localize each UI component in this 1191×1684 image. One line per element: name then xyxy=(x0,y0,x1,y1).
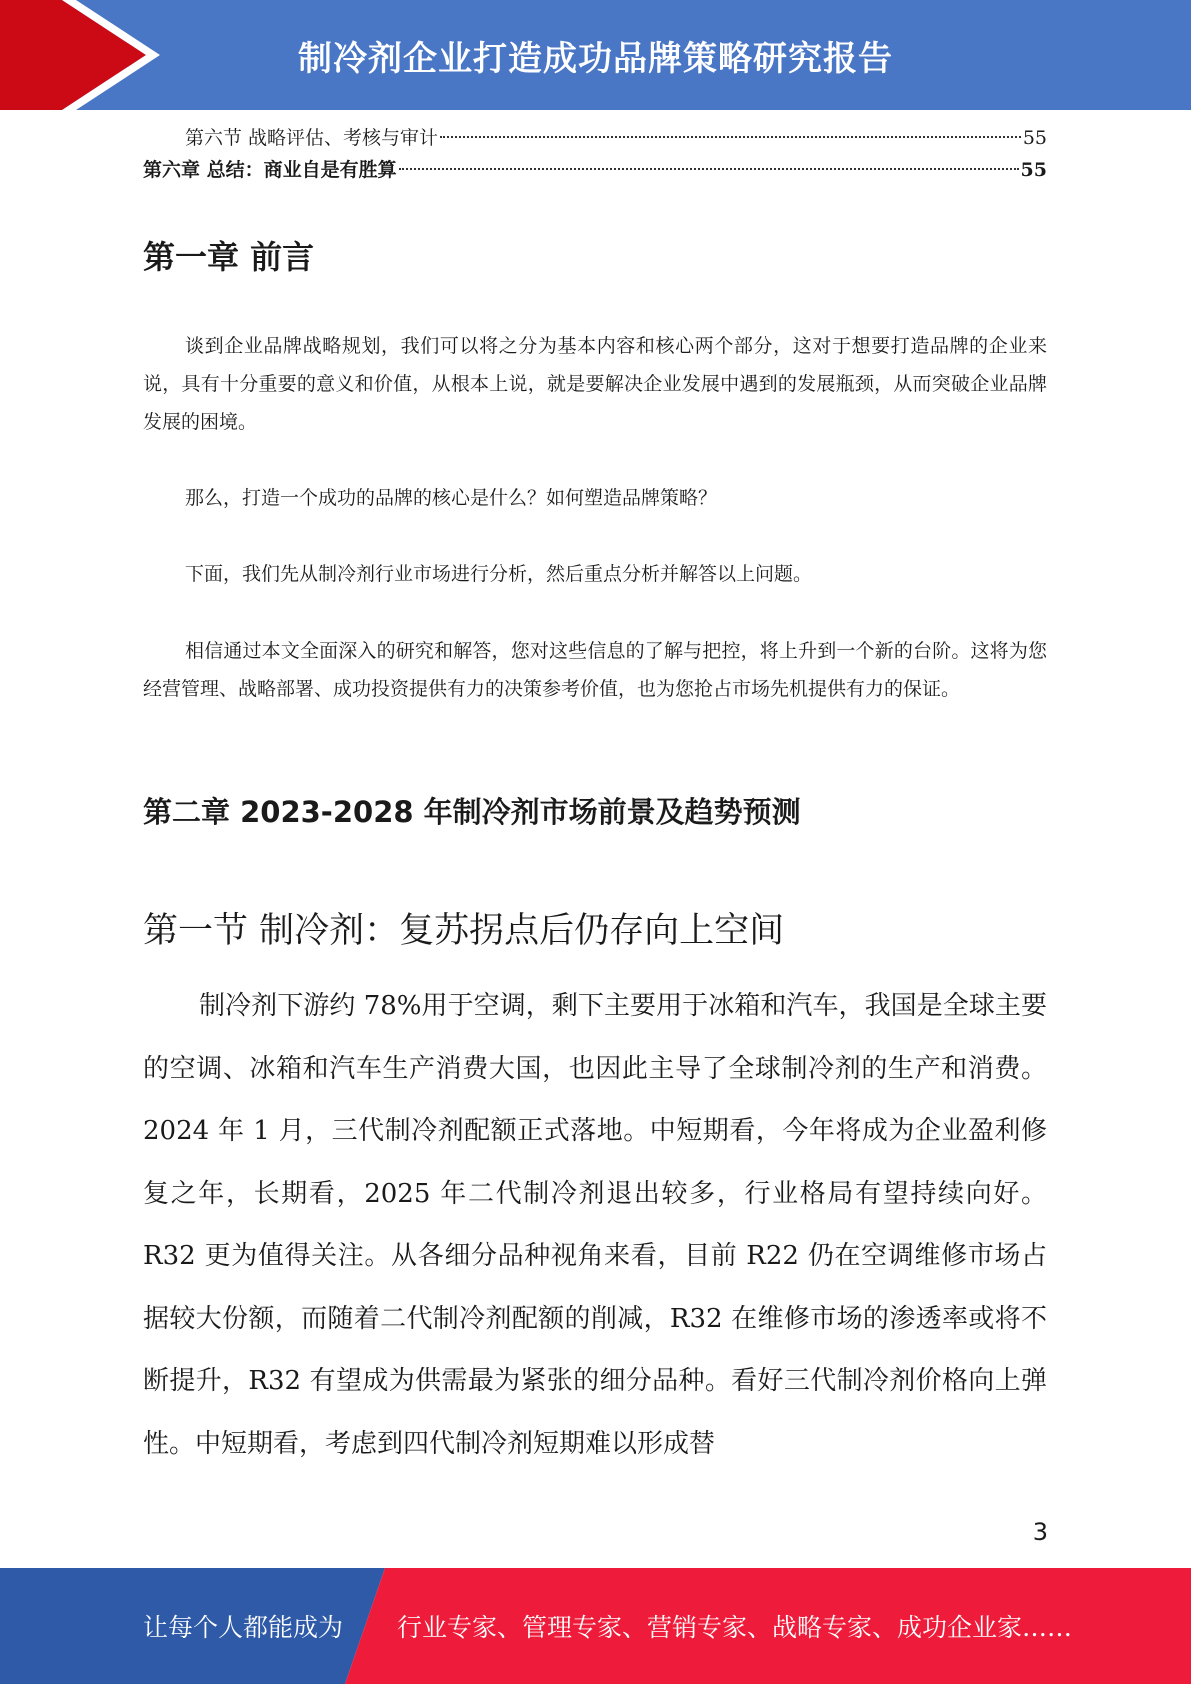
paragraph: 谈到企业品牌战略规划，我们可以将之分为基本内容和核心两个部分，这对于想要打造品牌的企业来说，具有十分重要的意义和价值，从根本上说，就是要解决企业发展中遇到的发展瓶颈，从而突破企业品牌发展的困境。 xyxy=(143,335,1047,433)
toc-entry[interactable] xyxy=(143,122,1047,154)
footer-slogan-right: 行业专家、管理专家、营销专家、战略专家、成功企业家…… xyxy=(397,1613,1073,1642)
toc-leader-dots xyxy=(440,136,1021,138)
toc-entry-page: 55 xyxy=(1022,127,1047,149)
page-content xyxy=(143,122,1047,186)
header-arrow-icon xyxy=(0,0,160,110)
page-footer xyxy=(0,1568,1191,1684)
header-title: 制冷剂企业打造成功品牌策略研究报告 xyxy=(298,38,893,79)
paragraph: 相信通过本文全面深入的研究和解答，您对这些信息的了解与把控，将上升到一个新的台阶。这将为您经营管理、战略部署、成功投资提供有力的决策参考价值，也为您抢占市场先机提供有力的保证。 xyxy=(143,640,1047,700)
toc-entry[interactable] xyxy=(143,154,1047,186)
paragraph: 制冷剂下游约 78%用于空调，剩下主要用于冰箱和汽车，我国是全球主要的空调、冰箱和汽车生产消费大国，也因此主导了全球制冷剂的生产和消费。2024 年 1 月，三代制冷剂配额正式落地。中短期看，今年将成为企业盈利修复之年，长期看，2025 年二代制冷剂退出较多，行业格局有望持续向好。R32 更为值得关注。从各细分品种视角来看，目前 R22 仍在空调维修市场占据较大份额，而随着二代制冷剂配额的削减，R32 在维修市场的渗透率或将不断提升，R32 有望成为供需最为紧张的细分品种。看好三代制冷剂价格向上弹性。中短期看，考虑到四代制冷剂短期难以形成替 xyxy=(143,991,1047,1459)
toc-entry-page: 55 xyxy=(1020,159,1047,181)
toc-entry-label: 第六节 战略评估、考核与审计 xyxy=(185,127,439,149)
page-header xyxy=(0,0,1191,110)
chapter-heading: 第一章 前言 xyxy=(143,238,315,276)
footer-slogan-left: 让每个人都能成为 xyxy=(143,1613,344,1642)
section-heading: 第一节 制冷剂：复苏拐点后仍存向上空间 xyxy=(143,911,785,951)
page-number: 3 xyxy=(1032,1518,1048,1546)
paragraph: 下面，我们先从制冷剂行业市场进行分析，然后重点分析并解答以上问题。 xyxy=(185,563,813,585)
toc-entry-label: 第六章 总结：商业自是有胜算 xyxy=(143,159,397,181)
chapter-heading: 第二章 2023-2028 年制冷剂市场前景及趋势预测 xyxy=(143,795,801,829)
paragraph: 那么，打造一个成功的品牌的核心是什么？如何塑造品牌策略？ xyxy=(185,487,718,509)
toc-leader-dots xyxy=(399,168,1019,170)
